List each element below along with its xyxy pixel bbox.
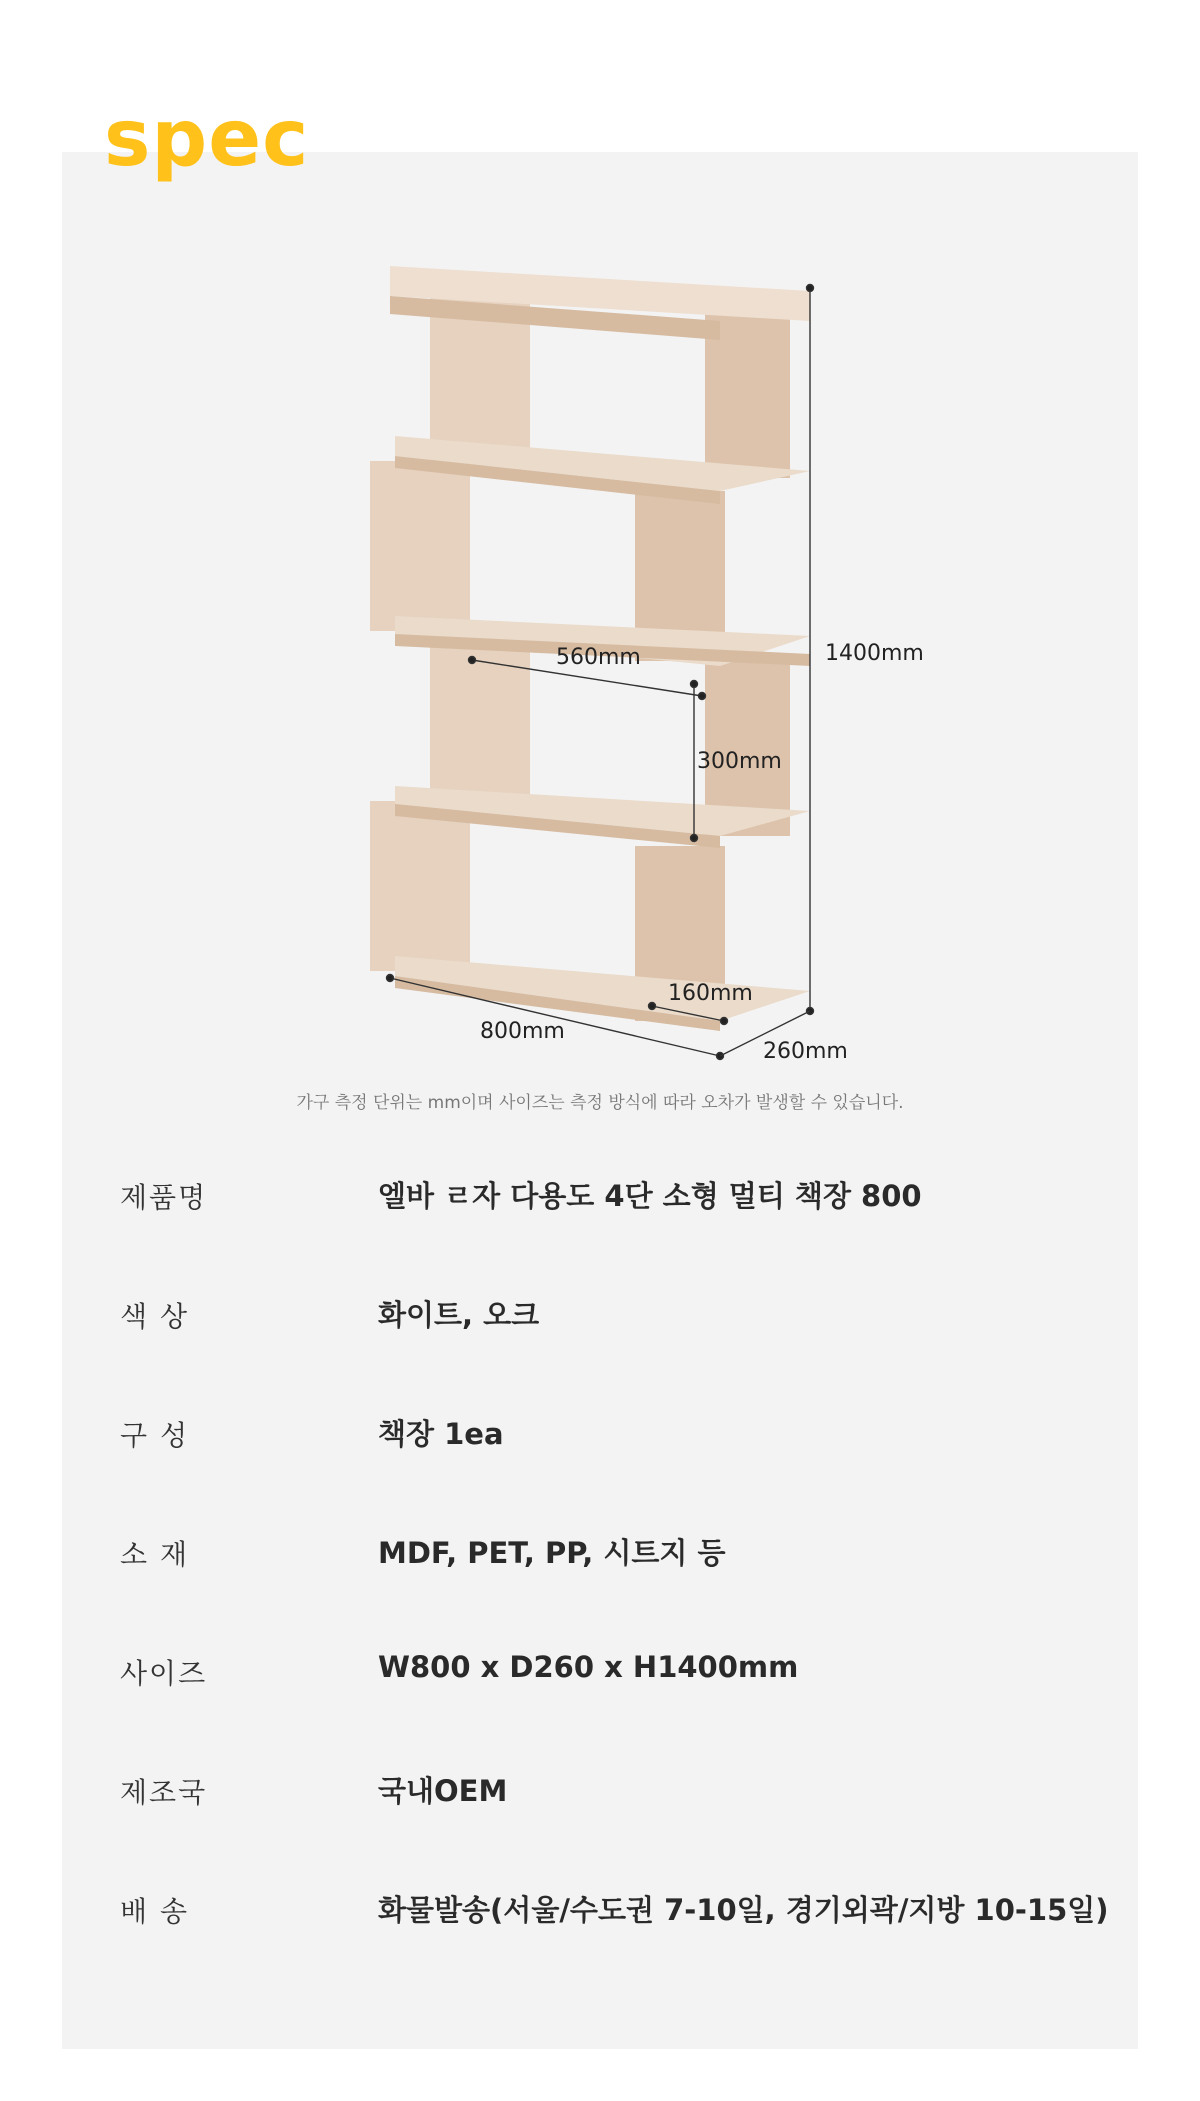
- dimension-height: 1400mm: [825, 641, 924, 666]
- dimension-inner-width: 560mm: [556, 645, 641, 670]
- upright-back-4: [370, 801, 470, 971]
- spec-row-composition: [120, 1398, 1120, 1517]
- spec-value: 엘바 ㄹ자 다용도 4단 소형 멀티 책장 800: [378, 1179, 922, 1213]
- spec-row-origin: [120, 1755, 1120, 1874]
- spec-label: 소 재: [120, 1538, 189, 1571]
- dimension-inner-height: 300mm: [697, 749, 782, 774]
- measurement-note: 가구 측정 단위는 mm이며 사이즈는 측정 방식에 따라 오차가 발생할 수 있습니다.: [296, 1093, 904, 1113]
- dimension-depth: 260mm: [763, 1039, 848, 1064]
- spec-row-delivery: [120, 1874, 1120, 1993]
- spec-row-size: [120, 1636, 1120, 1755]
- spec-label: 구 성: [120, 1419, 189, 1452]
- spec-label: 배 송: [120, 1895, 189, 1928]
- spec-heading: spec: [104, 94, 310, 184]
- spec-row-product-name: [120, 1160, 1120, 1279]
- upright-back-3: [430, 631, 530, 801]
- spec-label: 사이즈: [120, 1657, 208, 1690]
- spec-value: W800 x D260 x H1400mm: [378, 1650, 799, 1684]
- spec-value: 화물발송(서울/수도권 7-10일, 경기외곽/지방 10-15일): [378, 1893, 1109, 1927]
- spec-value: MDF, PET, PP, 시트지 등: [378, 1536, 726, 1570]
- spec-label: 제품명: [120, 1181, 208, 1214]
- spec-row-color: [120, 1279, 1120, 1398]
- spec-value: 국내OEM: [378, 1774, 508, 1808]
- bookshelf-illustration: [360, 236, 960, 1076]
- upright-back-2: [370, 461, 470, 631]
- spec-value: 화이트, 오크: [378, 1298, 540, 1332]
- spec-label: 색 상: [120, 1300, 189, 1333]
- dimension-side: 160mm: [668, 981, 753, 1006]
- spec-table: [120, 1160, 1120, 1993]
- spec-label: 제조국: [120, 1776, 208, 1809]
- spec-value: 책장 1ea: [378, 1417, 504, 1451]
- dimension-width: 800mm: [480, 1019, 565, 1044]
- spec-row-material: [120, 1517, 1120, 1636]
